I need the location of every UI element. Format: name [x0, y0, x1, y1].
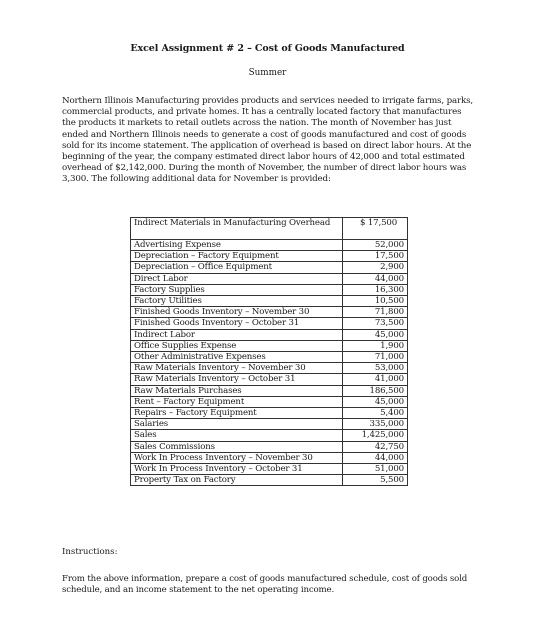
- row-label: Factory Supplies: [131, 284, 343, 295]
- row-value: 42,750: [343, 441, 408, 452]
- row-value: 41,000: [343, 374, 408, 385]
- table-row: [131, 329, 408, 340]
- row-value: 71,000: [343, 352, 408, 363]
- row-value: 52,000: [343, 240, 408, 251]
- row-label: Office Supplies Expense: [131, 340, 343, 351]
- row-value: 5,400: [343, 408, 408, 419]
- row-label: Work In Process Inventory – October 31: [131, 464, 343, 475]
- table-row: [131, 464, 408, 475]
- table-row: [131, 441, 408, 452]
- row-label: Indirect Materials in Manufacturing Overhead: [131, 218, 343, 240]
- cost-data-table: [130, 217, 408, 486]
- table-row: [131, 240, 408, 251]
- table-row: [131, 318, 408, 329]
- row-label: Raw Materials Inventory – November 30: [131, 363, 343, 374]
- row-label: Other Administrative Expenses: [131, 352, 343, 363]
- cost-data-table-body: [131, 218, 408, 486]
- table-row: [131, 340, 408, 351]
- row-value: 10,500: [343, 296, 408, 307]
- table-row: [131, 419, 408, 430]
- row-label: Depreciation – Factory Equipment: [131, 251, 343, 262]
- intro-paragraph: Northern Illinois Manufacturing provides products and services needed to irrigate farms, parks, commercial products, and private homes. It has a centrally located factory that manufactures the products it markets to retail outlets across the nation. The month of November has just ended and Northern Illinois needs to generate a cost of goods manufactured and cost of goods sold for its income statement. The application of overhead is based on direct labor hours. At the beginning of the year, the company estimated direct labor hours of 42,000 and total estimated overhead of $2,142,000. During the month of November, the number of direct labor hours was 3,300. The following additional data for November is provided:: [62, 96, 474, 185]
- row-value: $ 17,500: [343, 218, 408, 240]
- row-value: 1,900: [343, 340, 408, 351]
- row-label: Sales Commissions: [131, 441, 343, 452]
- document-title: Excel Assignment # 2 – Cost of Goods Manufactured: [130, 43, 405, 54]
- table-row: [131, 251, 408, 262]
- table-row: [131, 363, 408, 374]
- table-row: [131, 307, 408, 318]
- row-value: 51,000: [343, 464, 408, 475]
- row-value: 45,000: [343, 396, 408, 407]
- table-row: [131, 430, 408, 441]
- row-value: 44,000: [343, 273, 408, 284]
- instructions-heading: Instructions:: [62, 547, 118, 557]
- row-label: Finished Goods Inventory – November 30: [131, 307, 343, 318]
- table-row: [131, 396, 408, 407]
- row-value: 1,425,000: [343, 430, 408, 441]
- row-label: Raw Materials Purchases: [131, 385, 343, 396]
- row-value: 71,800: [343, 307, 408, 318]
- row-label: Raw Materials Inventory – October 31: [131, 374, 343, 385]
- table-row: [131, 385, 408, 396]
- row-value: 16,300: [343, 284, 408, 295]
- table-row: [131, 218, 408, 240]
- table-row: [131, 273, 408, 284]
- row-label: Indirect Labor: [131, 329, 343, 340]
- row-label: Property Tax on Factory: [131, 475, 343, 486]
- row-label: Repairs – Factory Equipment: [131, 408, 343, 419]
- row-value: 5,500: [343, 475, 408, 486]
- row-label: Advertising Expense: [131, 240, 343, 251]
- table-row: [131, 284, 408, 295]
- row-value: 44,000: [343, 452, 408, 463]
- row-label: Rent – Factory Equipment: [131, 396, 343, 407]
- row-label: Work In Process Inventory – November 30: [131, 452, 343, 463]
- row-value: 45,000: [343, 329, 408, 340]
- row-label: Direct Labor: [131, 273, 343, 284]
- row-value: 2,900: [343, 262, 408, 273]
- row-value: 53,000: [343, 363, 408, 374]
- document-subtitle: Summer: [248, 68, 287, 78]
- row-value: 335,000: [343, 419, 408, 430]
- row-label: Salaries: [131, 419, 343, 430]
- row-value: 186,500: [343, 385, 408, 396]
- table-row: [131, 262, 408, 273]
- row-value: 17,500: [343, 251, 408, 262]
- row-value: 73,500: [343, 318, 408, 329]
- table-row: [131, 475, 408, 486]
- table-row: [131, 374, 408, 385]
- instructions-paragraph: From the above information, prepare a cost of goods manufactured schedule, cost of goods sold schedule, and an income statement to the net operating income.: [62, 574, 468, 596]
- table-row: [131, 408, 408, 419]
- row-label: Factory Utilities: [131, 296, 343, 307]
- row-label: Depreciation – Office Equipment: [131, 262, 343, 273]
- row-label: Sales: [131, 430, 343, 441]
- table-row: [131, 352, 408, 363]
- table-row: [131, 452, 408, 463]
- table-row: [131, 296, 408, 307]
- row-label: Finished Goods Inventory – October 31: [131, 318, 343, 329]
